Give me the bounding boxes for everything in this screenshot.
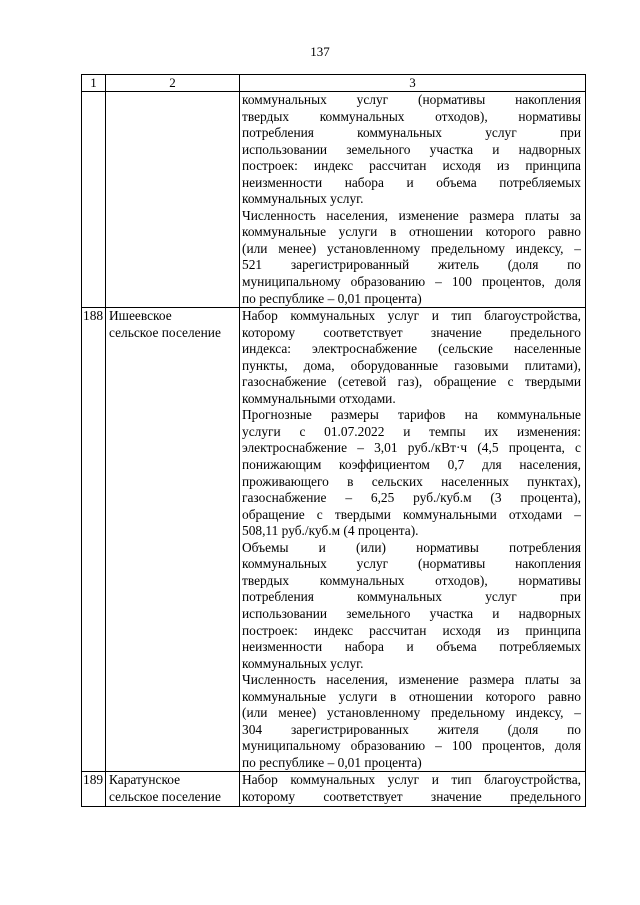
text-line: муниципальному образованию – 100 процентов, доля xyxy=(242,274,581,290)
description-cell xyxy=(240,92,586,308)
text-line: Набор коммунальных услуг и тип благоустройства, xyxy=(242,308,581,324)
text-line: использовании земельного участка и надворных xyxy=(242,605,581,621)
text-line: проживающего в сельских населенных пунктах), xyxy=(242,473,581,489)
text-line: Объемы и (или) нормативы потребления xyxy=(242,539,581,555)
text-line: которому соответствует значение предельного xyxy=(242,788,581,804)
row-number: 188 xyxy=(82,308,106,772)
description-cell xyxy=(240,308,586,772)
text-line: коммунальных услуг. xyxy=(242,191,364,207)
text-line: по республике – 0,01 процента) xyxy=(242,290,422,306)
text-line: Численность населения, изменение размера платы за xyxy=(242,672,581,688)
text-line: которому соответствует значение предельного xyxy=(242,324,581,340)
text-line: коммунальными отходами. xyxy=(242,390,396,406)
description-paragraph xyxy=(242,308,581,407)
row-number: 189 xyxy=(82,772,106,806)
table-row xyxy=(82,308,586,772)
text-line: построек: индекс рассчитан исходя из принципа xyxy=(242,622,581,638)
text-line: электроснабжение – 3,01 руб./кВт·ч (4,5 процента, с xyxy=(242,440,581,456)
header-cell-2: 2 xyxy=(106,75,240,92)
table-row xyxy=(82,92,586,308)
description-paragraph xyxy=(242,540,581,672)
header-cell-1: 1 xyxy=(82,75,106,92)
table-row xyxy=(82,772,586,806)
text-line: 304 зарегистрированных жителя (доля по xyxy=(242,721,581,737)
text-line: понижающим коэффициентом 0,7 для населения, xyxy=(242,457,581,473)
text-line: неизменности набора и объема потребляемых xyxy=(242,174,581,190)
text-line: Прогнозные размеры тарифов на коммунальные xyxy=(242,407,581,423)
table-header-row xyxy=(82,75,586,92)
text-line: коммунальных услуг (нормативы накопления xyxy=(242,92,581,107)
text-line: по республике – 0,01 процента) xyxy=(242,754,422,770)
text-line: коммунальных услуг. xyxy=(242,655,364,671)
text-line: индекса: электроснабжение (сельские населенные xyxy=(242,341,581,357)
text-line: коммунальных услуг (нормативы накопления xyxy=(242,556,581,572)
text-line: обращение с твердыми коммунальными отходами – xyxy=(242,506,581,522)
page-number: 137 xyxy=(310,44,330,59)
text-line: коммунальные услуги в отношении которого равно xyxy=(242,224,581,240)
description-paragraph xyxy=(242,407,581,539)
text-line: построек: индекс рассчитан исходя из принципа xyxy=(242,158,581,174)
text-line: услуги с 01.07.2022 и темпы их изменения: xyxy=(242,423,581,439)
description-paragraph xyxy=(242,208,581,307)
settlement-name-line: Каратунское xyxy=(109,772,181,788)
text-line: твердых коммунальных отходов), нормативы xyxy=(242,572,581,588)
text-line: неизменности набора и объема потребляемых xyxy=(242,639,581,655)
settlement-name xyxy=(106,92,240,308)
text-line: газоснабжение – 6,25 руб./куб.м (3 процента), xyxy=(242,490,581,506)
description-paragraph xyxy=(242,92,581,208)
description-cell xyxy=(240,772,586,806)
text-line: твердых коммунальных отходов), нормативы xyxy=(242,108,581,124)
settlement-name xyxy=(106,772,240,806)
text-line: муниципальному образованию – 100 процентов, доля xyxy=(242,738,581,754)
text-line: использовании земельного участка и надворных xyxy=(242,141,581,157)
text-line: Набор коммунальных услуг и тип благоустройства, xyxy=(242,772,581,788)
text-line: потребления коммунальных услуг при xyxy=(242,589,581,605)
text-line: Численность населения, изменение размера платы за xyxy=(242,207,581,223)
row-number xyxy=(82,92,106,308)
text-line: (или менее) установленному предельному индексу, – xyxy=(242,705,581,721)
settlement-name-line: Ишеевское xyxy=(109,308,172,324)
settlement-name-line: сельское поселение xyxy=(109,788,221,804)
description-paragraph xyxy=(242,772,581,805)
text-line: (или менее) установленному предельному индексу, – xyxy=(242,240,581,256)
description-paragraph xyxy=(242,672,581,771)
text-line: пункты, дома, оборудованные газовыми плитами), xyxy=(242,357,581,373)
text-line: коммунальные услуги в отношении которого равно xyxy=(242,688,581,704)
text-line: газоснабжение (сетевой газ), обращение с твердыми xyxy=(242,374,581,390)
settlement-name-line: сельское поселение xyxy=(109,324,221,340)
text-line: 521 зарегистрированный житель (доля по xyxy=(242,257,581,273)
tariff-table xyxy=(81,74,586,807)
header-cell-3: 3 xyxy=(240,75,586,92)
settlement-name xyxy=(106,308,240,772)
text-line: 508,11 руб./куб.м (4 процента). xyxy=(242,523,419,539)
text-line: потребления коммунальных услуг при xyxy=(242,125,581,141)
